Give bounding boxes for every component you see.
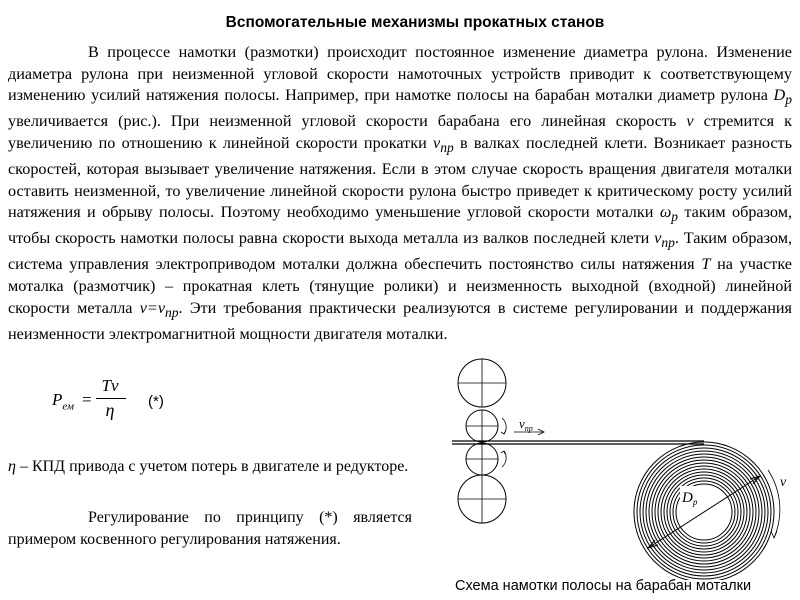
- eta-definition: η – КПД привода с учетом потерь в двигателе и редукторе.: [8, 458, 409, 475]
- strip-speed-label: $v_{пр}$: [519, 416, 533, 433]
- formula-numerator: Tv: [101, 376, 119, 395]
- formula-equals: =: [82, 390, 92, 409]
- fraction-bar: [96, 398, 126, 399]
- formula-lhs: $P_{ем}$: [52, 390, 75, 413]
- lower-roll-rotation-arrow: [502, 451, 506, 467]
- formula-denominator: η: [105, 400, 115, 420]
- coil-diameter-label: $D_p$: [682, 490, 698, 507]
- coiler-diagram: [440, 348, 798, 580]
- coil-speed-label: v: [780, 475, 787, 490]
- diagram-caption: Схема намотки полосы на барабан моталки: [455, 578, 752, 594]
- main-paragraph: В процессе намотки (размотки) происходит постоянное изменение диаметра рулона. Изменение диаметра рулона при неизменной угловой скорости намоточных устройств приводит к соответствующему изменению усилий натяжения полосы. Например, при намотке полосы на барабан моталки диаметр рулона $D_p$ увеличивается (рис.). При неизменной угловой скорости барабана его линейная скорость v стремится к увеличению по отношению к линейной скорости прокатки $v_{пр}$ в валках последней клети. Возникает разность скоростей, которая вызывает увеличение натяжения. Если в этом случае скорость вращения двигателя моталки оставить неизменной, то увеличение линейной скорости рулона быстро приведет к критическому росту усилий натяжения и обрыву полосы. Поэтому необходимо уменьшение угловой скорости моталки $\omega_р$ таким образом, чтобы скорость намотки полосы равна скорости выхода металла из валков последней клети $v_{пр}$. Таким образом, система управления электроприводом моталки должна обеспечить постоянство силы натяжения T на участке моталка (размотчик) – прокатная клеть (тянущие ролики) и неизменность выходной (входной) линейной скорости металла $v=v_{пр}$. Эти требования практически реализуются в системе регулировании и поддержания неизменности электромагнитной мощности двигателя моталки.: [8, 43, 792, 343]
- regulation-note: Регулирование по принципу (*) является примером косвенного регулирования натяжения.: [8, 509, 412, 548]
- page-title: Вспомогательные механизмы прокатных станов: [225, 14, 605, 31]
- formula-label: (*): [148, 393, 164, 410]
- power-formula: [52, 372, 192, 432]
- coil: [634, 442, 774, 580]
